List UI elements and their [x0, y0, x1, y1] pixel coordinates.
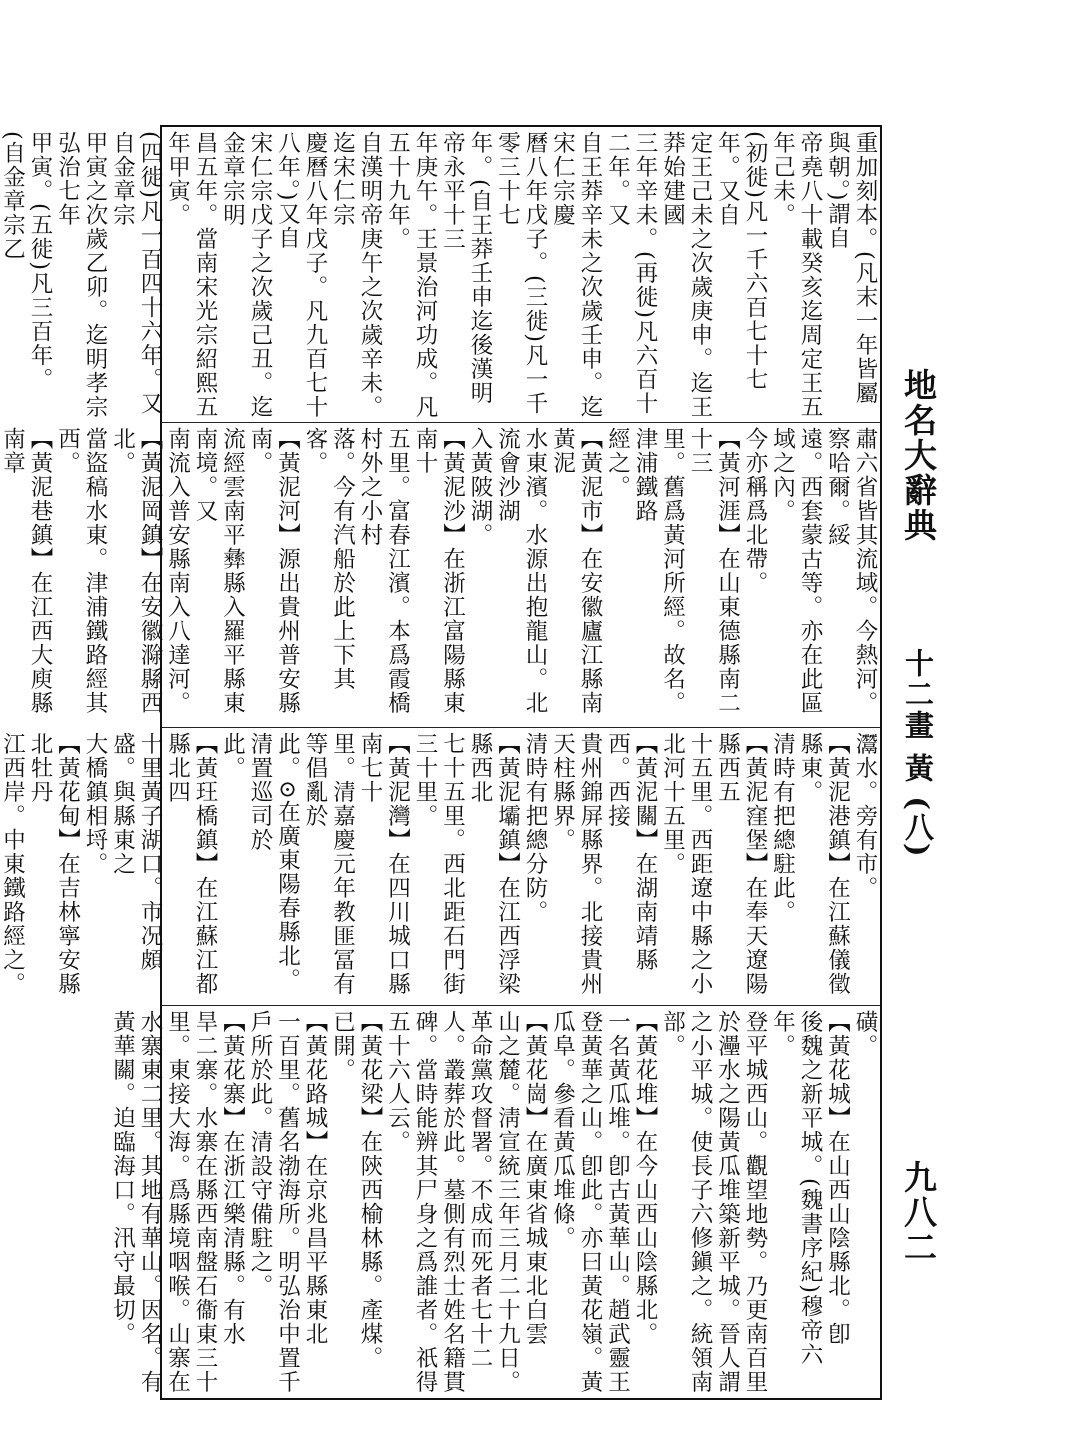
text-band-1	[0, 131, 878, 419]
text-line: 甲寅之次歲乙卯。迄明孝宗弘治七年	[54, 131, 108, 419]
text-line: 此。	[219, 732, 246, 780]
text-line: 十里黃子湖口。市况頗盛。與縣東之	[109, 732, 163, 972]
text-line: 年。(自王莽壬申迄後漢明帝永平十三	[439, 131, 493, 406]
text-band-2	[0, 427, 878, 723]
text-line: 革命黨攻督署。不成而死者七十二	[467, 1010, 493, 1370]
text-line: 【黃花路城】在京兆昌平縣東北	[302, 1010, 328, 1346]
text-line: 落。今有汽船於此上下其客。	[302, 427, 356, 691]
text-line: 大橋鎮相埒。	[82, 732, 108, 876]
text-line: 【黃玨橋鎮】在江蘇江都縣北四	[164, 732, 218, 996]
text-line: 【黃花堆】在今山西山陰縣北。	[632, 1010, 658, 1346]
text-line: 里。東接大海。爲縣境咽喉。山寨在	[164, 1010, 191, 1394]
text-line: 三年辛未。(再徙)凡六百十二年。又	[604, 131, 658, 416]
text-line: 【黃泥港鎮】在江蘇儀徵縣東。	[797, 732, 851, 996]
text-line: 甲寅。(五徙)凡三百年。(自金章宗乙	[0, 131, 53, 392]
band-divider	[162, 1005, 880, 1006]
text-line: 七十五里。西北距石門街三十里。	[412, 732, 466, 996]
text-line: 登黃華之山。卽此。亦曰黃花嶺。黃	[577, 1010, 603, 1394]
text-line: 入黃陂湖。	[467, 427, 493, 547]
text-line: 自漢明帝庚午之次歲辛未。迄宋仁宗	[329, 131, 383, 419]
text-line: 里。清嘉慶元年教匪冨有等倡亂於	[302, 732, 356, 996]
text-line: 宋仁宗戊子之次歲己丑。迄金章宗明	[219, 131, 273, 419]
band-2-text	[0, 427, 878, 723]
text-line: 登平城西山。觀望地勢。乃更南百里	[742, 1010, 768, 1394]
text-line: 【黃泥壩鎮】在江西浮梁縣西北	[467, 732, 521, 996]
text-band-4	[109, 1010, 878, 1396]
text-line: 灊水。旁有市。	[852, 732, 878, 900]
text-line: 黃華關。迫臨海口。汛守最切。	[109, 1010, 136, 1346]
text-line: 帝堯八十載癸亥迄周定王五年己未。	[769, 131, 823, 419]
text-line: 一百里。舊名渤海所。明弘治中置千	[274, 1010, 301, 1394]
text-line: 里。舊爲黃河所經。故名。津浦鐵路	[632, 427, 686, 715]
band-3-text	[0, 732, 878, 1002]
text-line: 重加刻本。(凡末一年皆屬與朝。)謂自	[824, 131, 878, 406]
text-line: 旱二寨。水寨在縣西南盤石衞東三十	[192, 1010, 218, 1394]
text-line: 流經雲南平彝縣入羅平縣東南境。又	[192, 427, 246, 715]
text-line: 於灅水之陽黃瓜堆築新平城。晉人謂	[714, 1010, 741, 1394]
text-line: 十五里。西距遼中縣之小北河十五里。	[659, 732, 713, 996]
text-line: 自王莽辛未之次歲壬申。迄宋仁宗慶	[549, 131, 603, 419]
text-line: 清時有把總駐此。	[769, 732, 796, 924]
text-line: 【黃泥市】在安徽廬江縣南黃泥	[549, 427, 603, 715]
text-line: 江西岸。中東鐵路經之。	[0, 732, 26, 996]
text-line: 【黃泥沙】在浙江富陽縣東南十	[412, 427, 466, 715]
text-line: 【黃花梁】在陝西榆林縣。產煤。	[357, 1010, 383, 1370]
text-line: 【黃花城】在山西山陰縣北。卽	[824, 1010, 851, 1346]
text-line: 貴州錦屏縣界。北接貴州天柱縣界。	[549, 732, 603, 996]
text-line: 山之麓。淸宣統三年三月二十九日。	[494, 1010, 521, 1394]
text-line: 【黃花寨】在浙江樂清縣。有水	[219, 1010, 246, 1346]
text-line: 【黃泥窪堡】在奉天遼陽縣西五	[714, 732, 768, 996]
text-line: 【黃泥河】源出貴州普安縣南。	[247, 427, 301, 715]
page-number: 九八二	[899, 1160, 938, 1265]
band-divider	[162, 422, 880, 423]
text-line: 瓜阜。參看黃瓜堆條。	[549, 1010, 576, 1250]
text-line: 年庚午。王景治河功成。凡五十九年。	[384, 131, 438, 419]
text-line: 水寨東二里。其地有華山。因名。有	[137, 1010, 163, 1394]
text-line: 定王己未之次歲庚申。迄王莽始建國	[659, 131, 713, 419]
text-line: 部。	[659, 1010, 686, 1058]
text-line: 清時有把總分防。	[522, 732, 548, 924]
text-line: 一名黃瓜堆。卽古黃華山。趙武靈王	[604, 1010, 631, 1394]
text-line: 人。叢葬於此。墓側有烈士姓名籍貫	[439, 1010, 466, 1394]
section-label: 十二畫 黃 (八)	[901, 648, 935, 859]
text-line: 碑。當時能辨其尸身之爲誰者。祇得	[412, 1010, 438, 1394]
text-line: 經之。	[604, 427, 631, 499]
text-line: (初徙)凡一千六百七十七年。又自	[714, 131, 768, 392]
text-line: 肅六省皆其流域。今熱河。察哈爾。綏	[824, 427, 878, 715]
text-line: 【黃泥巷鎮】在江西大庾縣南章	[0, 427, 53, 715]
text-line: 五十六人云。	[384, 1010, 411, 1154]
text-line: 當盜稿水東。津浦鐵路經其西。	[54, 427, 108, 715]
text-line: 曆八年戊子。(三徙)凡一千零三十七	[494, 131, 548, 416]
running-header	[892, 140, 944, 1360]
text-line: 【黃泥岡鎮】在安徽滁縣西北。	[109, 427, 163, 715]
text-line: 水東濱。水源出抱龍山。北流會沙湖	[494, 427, 548, 715]
text-line: 【黃花崗】在廣東省城東北白雲	[522, 1010, 548, 1346]
text-line: 五里。富春江濱。本爲霞橋村外之小村	[357, 427, 411, 715]
band-divider	[162, 727, 880, 728]
text-line: 此。⊙在廣東陽春縣北。清置巡司於	[247, 732, 301, 993]
text-line: 南流入普安縣南入八達河。	[164, 427, 191, 715]
text-line: 之小平城。使長子六修鎭之。統領南	[687, 1010, 713, 1394]
text-line: 【黃花甸】在吉林寧安縣北牡丹	[27, 732, 81, 996]
text-line: 後魏之新平城。(魏書序紀)穆帝六年。	[769, 1010, 823, 1367]
text-line: 今亦稱爲北帶。	[742, 427, 768, 595]
band-4-text	[109, 1010, 878, 1396]
text-line: (四徙)凡一百四十六年。又自金章宗	[109, 131, 163, 416]
text-line: 昌五年。當南宋光宗紹熙五年甲寅。	[164, 131, 218, 419]
text-frame	[0, 125, 882, 1400]
text-band-3	[0, 732, 878, 1002]
text-line: 【黃河涯】在山東德縣南二十三	[687, 427, 741, 715]
text-line: 戶所於此。清設守備駐之。	[247, 1010, 273, 1298]
text-line: 已開。	[329, 1010, 356, 1082]
text-line: 遠。西套蒙古等。亦在此區域之內。	[769, 427, 823, 715]
text-line: 慶曆八年戊子。凡九百七十八年。)又自	[274, 131, 328, 419]
text-line: 【黃泥關】在湖南靖縣西。西接	[604, 732, 658, 972]
band-1-text	[0, 131, 878, 419]
book-title: 地名大辭典	[899, 368, 938, 543]
text-line: 磺。	[852, 1010, 878, 1058]
text-line: 【黃泥灣】在四川城口縣南七十	[357, 732, 411, 996]
